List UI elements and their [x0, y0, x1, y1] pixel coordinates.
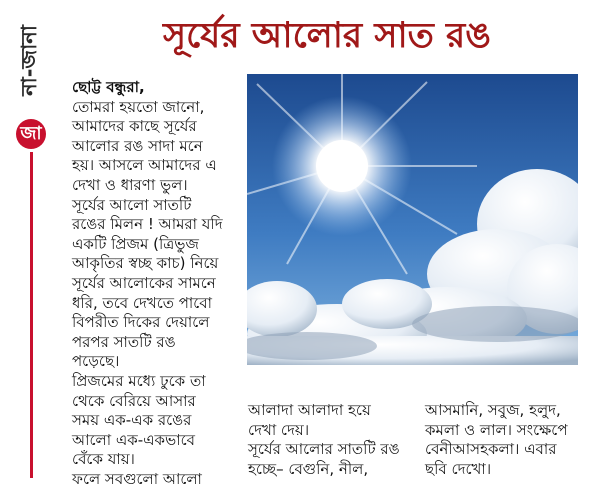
body-middle-line: আলাদা আলাদা হয়ে — [248, 401, 371, 419]
body-left-line: ধরি, তবে দেখতে পাবো — [72, 293, 213, 312]
side-strip — [8, 6, 52, 482]
body-right-line: ছবি দেখো। — [425, 459, 492, 478]
body-left-line: একটি প্রিজম (ত্রিভুজ — [72, 234, 199, 253]
body-right-line: কমলা ও লাল। সংক্ষেপে — [425, 420, 568, 439]
article-body-right — [425, 401, 585, 479]
sun-sky-photo — [247, 74, 578, 365]
body-left-line: রঙের মিলন ! আমরা যদি — [72, 215, 223, 234]
side-label-text: না-জানা — [16, 24, 41, 96]
greeting: ছোট্ট বন্ধুরা, — [72, 78, 145, 96]
body-left-line: ফলে সবগুলো আলো — [72, 469, 202, 488]
body-left-line: দেখা ও ধারণা ভুল। — [72, 175, 188, 194]
page-title: সূর্যের আলোর সাত রঙ — [163, 16, 491, 56]
body-left-line: সময় এক-এক রঙের — [72, 411, 192, 430]
body-left-line: আমাদের কাছে সূর্যের — [72, 117, 197, 136]
article-body-middle — [248, 401, 408, 479]
body-middle-line: দেখা দেয়। — [248, 420, 310, 439]
article-column-middle — [248, 401, 408, 479]
body-middle-line: হচ্ছে– বেগুনি, নীল, — [248, 459, 369, 478]
body-left-line: প্রিজমের মধ্যে ঢুকে তা — [72, 371, 206, 390]
side-divider-line — [30, 152, 33, 478]
body-left-line: বেঁকে যায়। — [72, 450, 135, 469]
body-left-line: সূর্যের আলোকের সামনে — [72, 273, 216, 292]
body-left-line: সূর্যের আলো সাতটি — [72, 195, 192, 214]
article-body-left — [72, 98, 242, 490]
body-left-line: পরপর সাতটি রঙ — [72, 332, 176, 351]
body-left-line: থেকে বেরিয়ে আসার — [72, 391, 196, 410]
body-right-line: বেনীআসহকলা। এবার — [425, 440, 557, 459]
sun-sky-illustration — [247, 74, 578, 365]
body-right-line: আসমানি, সবুজ, হলুদ, — [425, 401, 561, 419]
body-middle-line: সূর্যের আলোর সাতটি রঙ — [248, 440, 400, 459]
body-left-line: তোমরা হয়তো জানো, — [72, 97, 205, 116]
side-label — [8, 6, 52, 114]
body-left-line: আলো এক-একভাবে — [72, 430, 195, 449]
body-left-line: আকৃতির স্বচ্ছ কাচ) নিয়ে — [72, 254, 219, 273]
side-badge: জা — [16, 119, 46, 149]
body-left-line: আলোর রঙ সাদা মনে — [72, 136, 203, 155]
body-left-line: পড়েছে। — [72, 352, 120, 371]
article-column-left — [72, 78, 242, 489]
article-column-right — [425, 401, 585, 479]
body-left-line: বিপরীত দিকের দেয়ালে — [72, 313, 210, 332]
body-left-line: হয়। আসলে আমাদের এ — [72, 156, 217, 175]
